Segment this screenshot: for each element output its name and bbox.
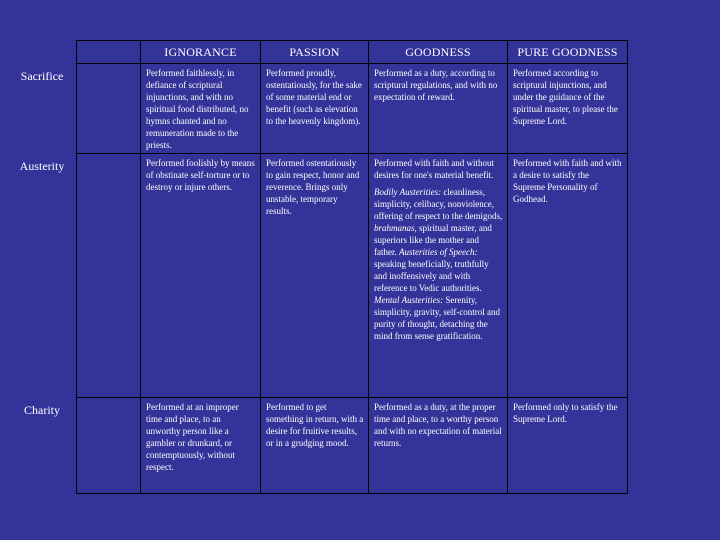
mental-austerities-text: Serenity, simplicity, gravity, self-control and purity of thought, detaching the mind from sense gratification. xyxy=(374,295,501,341)
cell-charity-ignorance: Performed at an improper time and place, to an unworthy person like a gambler or drunkard, or contemptuously, without respect. xyxy=(141,398,261,494)
brahmanas-term: brahmanas, xyxy=(374,223,417,233)
row-label-charity: Charity xyxy=(24,403,60,417)
cell-sacrifice-goodness: Performed as a duty, according to scriptural regulations, and with no expectation of reward. xyxy=(369,64,508,154)
table-row-austerity xyxy=(77,154,628,398)
austerity-goodness-intro: Performed with faith and without desires for one's material benefit. xyxy=(374,158,494,180)
speech-austerities-text: speaking beneficially, truthfully and inoffensively and with reference to Vedic authorities. xyxy=(374,259,489,293)
row-label-sacrifice: Sacrifice xyxy=(20,69,64,83)
cell-sacrifice-passion: Performed proudly, ostentatiously, for the sake of some material end or benefit (such as elevation to the heavenly kingdom). xyxy=(261,64,369,154)
row-label-cell xyxy=(19,154,141,398)
header-goodness: GOODNESS xyxy=(369,41,508,64)
cell-austerity-pure-goodness: Performed with faith and with a desire to satisfy the Supreme Personality of Godhead. xyxy=(508,154,628,398)
row-label-cell xyxy=(20,64,141,154)
modes-table xyxy=(19,40,628,494)
bodily-austerities-text-2: spiritual master, and superiors like the mother and father. xyxy=(374,223,492,257)
cell-austerity-ignorance: Performed foolishly by means of obstinate self-torture or to destroy or injure others. xyxy=(141,154,261,398)
header-row xyxy=(77,41,628,64)
row-label-austerity: Austerity xyxy=(19,159,65,173)
cell-charity-pure-goodness: Performed only to satisfy the Supreme Lord. xyxy=(508,398,628,494)
corner-cell xyxy=(77,41,141,64)
bodily-austerities-label: Bodily Austerities: xyxy=(374,187,442,197)
cell-charity-passion: Performed to get something in return, with a desire for fruitive results, or in a grudging mood. xyxy=(261,398,369,494)
row-label-cell xyxy=(24,398,141,494)
header-ignorance: IGNORANCE xyxy=(141,41,261,64)
cell-sacrifice-pure-goodness: Performed according to scriptural injunctions, and under the guidance of the spiritual master, to please the Supreme Lord. xyxy=(508,64,628,154)
speech-austerities-label: Austerities of Speech: xyxy=(399,247,478,257)
header-pure-goodness: PURE GOODNESS xyxy=(508,41,628,64)
cell-sacrifice-ignorance: Performed faithlessly, in defiance of scriptural injunctions, and with no spiritual food distributed, no hymns chanted and no remuneration made to the priests. xyxy=(141,64,261,154)
cell-charity-goodness: Performed as a duty, at the proper time and place, to a worthy person and with no expectation of material returns. xyxy=(369,398,508,494)
mental-austerities xyxy=(374,294,503,342)
bodily-austerities xyxy=(374,186,503,294)
mental-austerities-label: Mental Austerities: xyxy=(374,295,444,305)
header-passion: PASSION xyxy=(261,41,369,64)
cell-austerity-passion: Performed ostentatiously to gain respect, honor and reverence. Brings only unstable, temporary results. xyxy=(261,154,369,398)
bodily-austerities-text-1: cleanliness, simplicity, celibacy, nonviolence, offering of respect to the demigods, xyxy=(374,187,503,221)
table-row-sacrifice xyxy=(77,64,628,154)
table-row-charity xyxy=(77,398,628,494)
cell-austerity-goodness xyxy=(369,154,508,398)
